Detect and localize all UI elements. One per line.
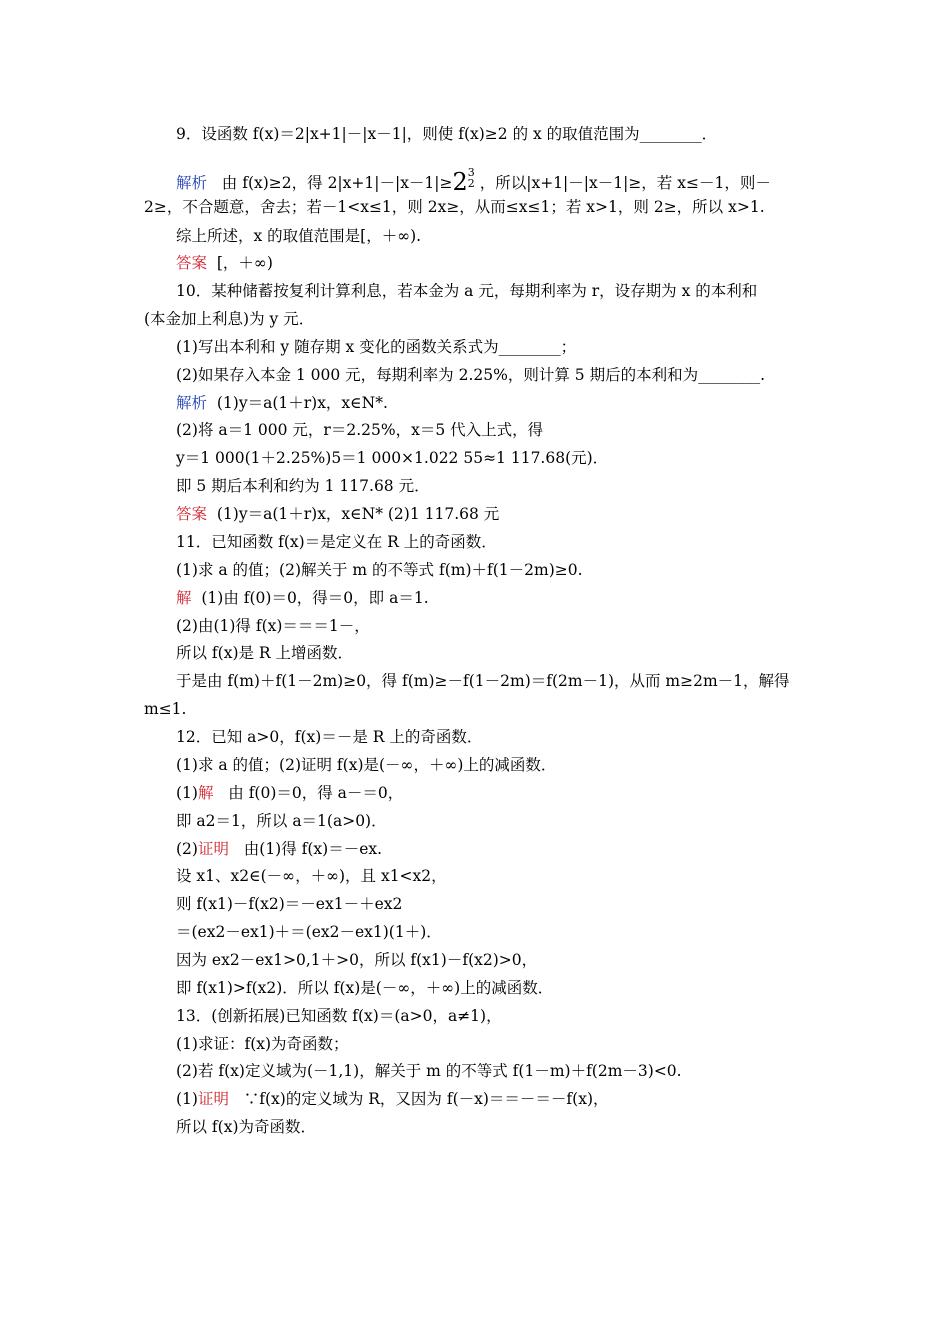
problem-11-question: (1)求 a 的值；(2)解关于 m 的不等式 f(m)＋f(1－2m)≥0.: [176, 561, 583, 579]
answer-label: 答案: [176, 254, 208, 272]
problem-9-solution-line-1: 解析 由 f(x)≥2，得 2|x+1|－|x－1|≥2 3 2 ，所以|x+1|－|x－1|≥，若 x≤－1，则－: [176, 166, 771, 196]
problem-12-question: (1)求 a 的值；(2)证明 f(x)是(－∞，＋∞)上的减函数．: [176, 756, 557, 774]
problem-9-solution-line-2: 2≥，不合题意，舍去；若－1<x≤1，则 2x≥，从而≤x≤1；若 x>1，则 2≥，所以 x>1.: [144, 198, 765, 216]
problem-11-solution-1: 解 (1)由 f(0)＝0，得＝0，即 a＝1.: [176, 589, 429, 607]
problem-9-summary: 综上所述，x 的取值范围是[，＋∞).: [176, 227, 422, 245]
problem-13-question-2: (2)若 f(x)定义域为(－1,1)，解关于 m 的不等式 f(1－m)＋f(2m－3)<0.: [176, 1062, 682, 1080]
problem-9-answer: 答案 [，＋∞): [176, 254, 273, 272]
problem-10-statement-1: 10．某种储蓄按复利计算利息，若本金为 a 元，每期利率为 r，设存期为 x 的本利和: [176, 282, 758, 300]
problem-13-proof-1: (1)证明 ∵f(x)的定义域为 R，又因为 f(－x)＝＝－＝－f(x)，: [176, 1090, 609, 1108]
proof-label: 证明: [197, 1090, 229, 1108]
problem-10-answer: 答案 (1)y＝a(1＋r)x，x∈N* (2)1 117.68 元: [176, 505, 500, 523]
problem-13-proof-2: 所以 f(x)为奇函数．: [176, 1118, 317, 1136]
problem-10-solution-2: (2)将 a＝1 000 元，r＝2.25%，x＝5 代入上式，得: [176, 421, 544, 439]
problem-10-solution-4: 即 5 期后本利和约为 1 117.68 元．: [176, 477, 430, 495]
problem-11-solution-5: m≤1.: [144, 700, 187, 718]
problem-12-proof-6: 即 f(x1)>f(x2)．所以 f(x)是(－∞，＋∞)上的减函数．: [176, 979, 554, 997]
analysis-label: 解析: [176, 394, 208, 412]
problem-13-question-1: (1)求证：f(x)为奇函数；: [176, 1035, 349, 1053]
problem-12-proof-4: ＝(ex2－ex1)＋＝(ex2－ex1)(1＋)．: [176, 923, 442, 941]
problem-12-proof-5: 因为 ex2－ex1>0,1＋>0，所以 f(x1)－f(x2)>0，: [176, 951, 538, 969]
analysis-label: 解析: [176, 174, 208, 192]
solution-label: 解: [197, 784, 214, 802]
answer-label: 答案: [176, 505, 208, 523]
problem-12-solution-2: 即 a2＝1，所以 a＝1(a>0)．: [176, 812, 387, 830]
problem-13-statement: 13．(创新拓展)已知函数 f(x)＝(a>0，a≠1)，: [176, 1007, 502, 1025]
problem-11-statement: 11．已知函数 f(x)＝是定义在 R 上的奇函数．: [176, 533, 497, 551]
problem-12-proof-3: 则 f(x1)－f(x2)＝－ex1－＋ex2: [176, 895, 403, 913]
problem-10-solution-3: y＝1 000(1＋2.25%)5＝1 000×1.022 55≈1 117.68(元)．: [176, 449, 609, 467]
problem-9-statement: 9．设函数 f(x)＝2|x+1|－|x－1|，则使 f(x)≥2 的 x 的取值范围为________．: [176, 125, 718, 143]
problem-10-solution-1: 解析 (1)y＝a(1＋r)x，x∈N*.: [176, 394, 388, 412]
problem-12-proof-1: (2)证明 由(1)得 f(x)＝－ex.: [176, 840, 383, 858]
problem-10-question-1: (1)写出本利和 y 随存期 x 变化的函数关系式为________；: [176, 338, 577, 356]
exponent-base: 2: [452, 168, 468, 196]
problem-12-proof-2: 设 x1、x2∈(－∞，＋∞)，且 x1<x2，: [176, 867, 447, 885]
solution-label: 解: [176, 589, 192, 607]
problem-10-statement-2: (本金加上利息)为 y 元．: [144, 310, 315, 328]
proof-label: 证明: [197, 840, 229, 858]
problem-12-solution-1: (1)解 由 f(0)＝0，得 a－＝0，: [176, 784, 404, 802]
problem-12-statement: 12．已知 a>0，f(x)＝－是 R 上的奇函数．: [176, 728, 483, 746]
problem-11-solution-2: (2)由(1)得 f(x)＝＝＝1－，: [176, 617, 370, 635]
problem-11-solution-3: 所以 f(x)是 R 上增函数．: [176, 644, 354, 662]
problem-10-question-2: (2)如果存入本金 1 000 元，每期利率为 2.25%，则计算 5 期后的本利和为________.: [176, 366, 765, 384]
exponent-fraction: 3 2: [467, 166, 475, 190]
problem-11-solution-4: 于是由 f(m)＋f(1－2m)≥0，得 f(m)≥－f(1－2m)＝f(2m－1)，从而 m≥2m－1，解得: [176, 672, 790, 690]
